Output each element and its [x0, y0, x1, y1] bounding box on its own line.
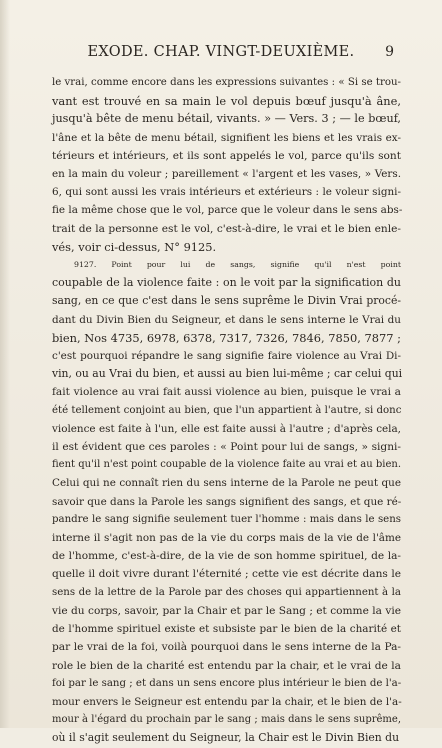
- text-line: fient qu'il n'est point coupable de la violence faite au vrai et au bien.: [52, 459, 401, 471]
- text-line: mour envers le Seigneur est entendu par la chair, et le bien de l'a-: [52, 695, 402, 708]
- text-line: fie la même chose que le vol, parce que le voleur dans le sens abs-: [52, 204, 403, 217]
- text-line: c'est pourquoi répandre le sang signifie faire violence au Vrai Di-: [52, 350, 401, 363]
- text-line: savoir que dans la Parole les sangs signifient des sangs, et que ré-: [52, 495, 402, 508]
- text-line: l'âne et la bête de menu bétail, signifient les biens et les vrais ex-: [52, 131, 401, 144]
- text-line: vant est trouvé en sa main le vol depuis bœuf jusqu'à âne,: [52, 94, 401, 109]
- text-line: en la main du voleur ; pareillement « l'argent et les vases, » Vers.: [52, 168, 401, 181]
- text-line: par le vrai de la foi, voilà pourquoi dans le sens interne de la Pa-: [52, 641, 401, 654]
- page-edge-shadow: [0, 0, 10, 728]
- text-line: vés, voir ci-dessus, N° 9125.: [52, 239, 217, 254]
- text-line: mour à l'égard du prochain par le sang ; mais dans le sens suprême,: [52, 714, 401, 726]
- text-line: quelle il doit vivre durant l'éternité ; cette vie est décrite dans le: [52, 568, 401, 581]
- text-line: de l'homme, c'est-à-dire, de la vie de son homme spirituel, de la-: [52, 550, 401, 563]
- text-line: sang, en ce que c'est dans le sens suprême le Divin Vrai procé-: [52, 294, 401, 308]
- text-line: de l'homme spirituel existe et subsiste par le bien de la charité et: [52, 623, 401, 636]
- text-line: sens de la lettre de la Parole par des choses qui appartiennent à la: [52, 586, 401, 598]
- text-line: pandre le sang signifie seulement tuer l'homme : mais dans le sens: [52, 513, 401, 525]
- text-line: coupable de la violence faite : on le voit par la signification du: [52, 276, 401, 290]
- running-head-title: EXODE. CHAP. VINGT-DEUXIÈME.: [87, 44, 355, 60]
- text-line: vin, ou au Vrai du bien, et aussi au bien lui-même ; car celui qui: [52, 367, 403, 381]
- page-number: 9: [385, 44, 394, 60]
- text-line: térieurs et intérieurs, et ils sont appelés le vol, parce qu'ils sont: [52, 149, 401, 162]
- body-text: [52, 74, 401, 748]
- text-line: vie du corps, savoir, par la Chair et par le Sang ; et comme la vie: [52, 604, 401, 617]
- running-head: [0, 44, 442, 64]
- text-line: fait violence au vrai fait aussi violence au bien, puisque le vrai a: [52, 386, 401, 399]
- text-line: interne il s'agit non pas de la vie du corps mais de la vie de l'âme: [52, 532, 401, 545]
- text-line: bien, Nos 4735, 6978, 6378, 7317, 7326, 7846, 7850, 7877 ;: [52, 330, 401, 345]
- text-line: trait de la personne est le vol, c'est-à-dire, le vrai et le bien enle-: [52, 222, 401, 235]
- text-line: foi par le sang ; et dans un sens encore plus intérieur le bien de l'a-: [52, 677, 402, 689]
- text-line: il est évident que ces paroles : « Point pour lui de sangs, » signi-: [52, 441, 401, 454]
- text-line: le vrai, comme encore dans les expressions suivantes : « Si se trou-: [52, 77, 401, 88]
- paragraph-start-line: 9127. Point pour lui de sangs, signifie qu'il n'est point: [74, 260, 401, 270]
- text-line: où il s'agit seulement du Seigneur, la Chair est le Divin Bien du: [52, 731, 400, 745]
- text-line: Celui qui ne connaît rien du sens interne de la Parole ne peut que: [52, 477, 401, 490]
- text-line: violence est faite à l'un, elle est faite aussi à l'autre ; d'après cela,: [52, 422, 401, 435]
- text-line: dant du Divin Bien du Seigneur, et dans le sens interne le Vrai du: [52, 313, 401, 326]
- text-line: été tellement conjoint au bien, que l'un appartient à l'autre, si donc: [52, 404, 402, 416]
- text-line: jusqu'à bête de menu bétail, vivants. » — Vers. 3 ; — le bœuf,: [52, 112, 401, 126]
- text-line: role le bien de la charité est entendu par la chair, et le vrai de la: [52, 659, 401, 672]
- text-line: 6, qui sont aussi les vrais intérieurs et extérieurs : le voleur signi-: [52, 186, 401, 199]
